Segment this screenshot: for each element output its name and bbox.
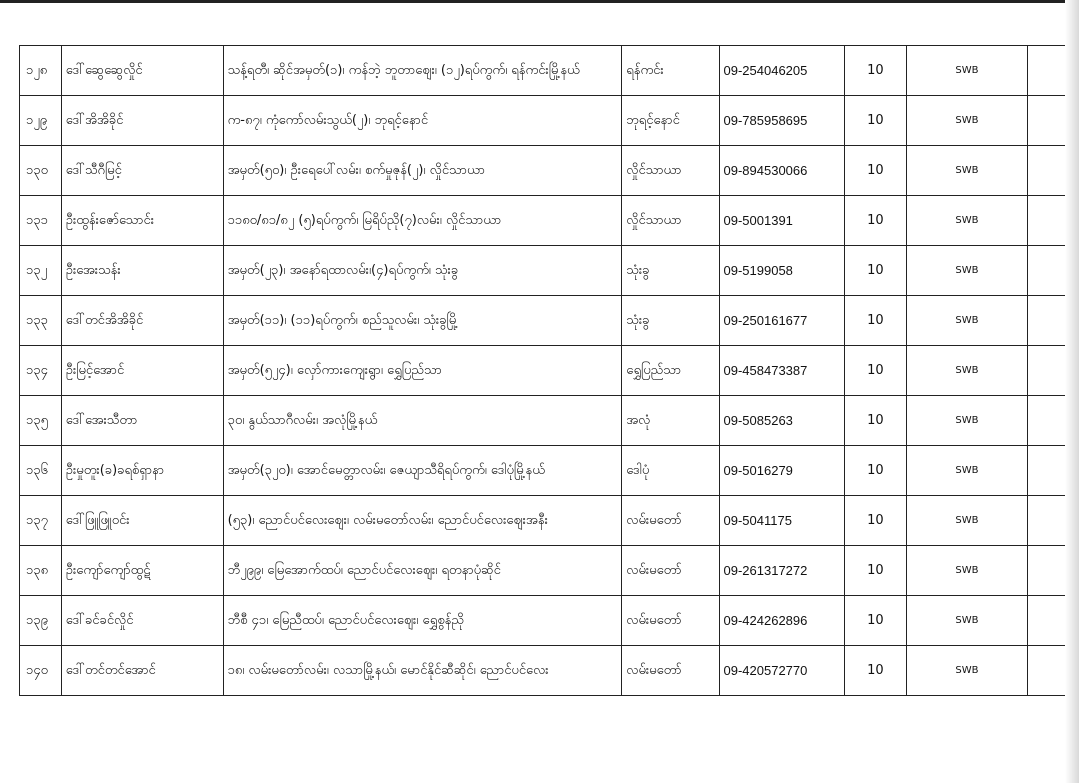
quantity-cell: 10 [844,46,906,96]
organization-code-cell: SWB [906,146,1027,196]
table-row [20,546,1079,596]
township-cell: လှိုင်သာယာ [622,196,719,246]
table-row [20,596,1079,646]
row-number-cell: ၁၂၈ [20,46,62,96]
address-cell: အမှတ်(၅၂၄)၊ လှော်ကားကျေးရွာ၊ ရွှေပြည်သာ [223,346,622,396]
quantity-cell: 10 [844,446,906,496]
phone-number-cell: 09-254046205 [719,46,844,96]
distribution-table [19,45,1079,696]
township-cell: လမ်းမတော် [622,646,719,696]
table-row [20,446,1079,496]
organization-code-cell: SWB [906,546,1027,596]
address-cell: အမှတ်(၁၁)၊ (၁၁)ရပ်ကွက်၊ စည်သူလမ်း၊ သုံးခွမြို့ [223,296,622,346]
organization-code-cell: SWB [906,96,1027,146]
phone-number-cell: 09-5001391 [719,196,844,246]
row-number-cell: ၁၃၆ [20,446,62,496]
phone-number-cell: 09-785958695 [719,96,844,146]
person-name-cell: ဦးထွန်းဇော်သောင်း [61,196,223,246]
township-cell: သုံးခွ [622,246,719,296]
address-cell: ဘီ၂၉၉၊ မြေအောက်ထပ်၊ ညောင်ပင်လေးဈေး၊ ရတနာပုံဆိုင် [223,546,622,596]
address-cell: အမှတ်(၂၃)၊ အနော်ရထာလမ်း၊(၄)ရပ်ကွက်၊ သုံးခွ [223,246,622,296]
address-cell: (၅၃)၊ ညောင်ပင်လေးဈေး၊ လမ်းမတော်လမ်း၊ ညောင်ပင်လေးဈေးအနီး [223,496,622,546]
quantity-cell: 10 [844,246,906,296]
township-cell: သုံးခွ [622,296,719,346]
township-cell: ဒေါပုံ [622,446,719,496]
person-name-cell: ဒေါ်သီဂီမြင့် [61,146,223,196]
quantity-cell: 10 [844,296,906,346]
address-cell: သန့်ရတီ၊ ဆိုင်အမှတ်(၁)၊ ကန်ဘဲ့ ဘူတာဈေး၊ (၁၂)ရပ်ကွက်၊ ရန်ကင်းမြို့နယ် [223,46,622,96]
phone-number-cell: 09-261317272 [719,546,844,596]
organization-code-cell: SWB [906,446,1027,496]
row-number-cell: ၁၄၀ [20,646,62,696]
table-row [20,96,1079,146]
township-cell: လမ်းမတော် [622,546,719,596]
address-cell: အမှတ်(၃၂၀)၊ အောင်မေတ္တာလမ်း၊ ဇေယျာသီရိရပ်ကွက်၊ ဒေါပုံမြို့နယ် [223,446,622,496]
row-number-cell: ၁၃၇ [20,496,62,546]
row-number-cell: ၁၂၉ [20,96,62,146]
person-name-cell: ဦးကျော်ကျော်ထွဋ် [61,546,223,596]
phone-number-cell: 09-458473387 [719,346,844,396]
table-row [20,346,1079,396]
person-name-cell: ဒေါ်အိအိခိုင် [61,96,223,146]
table-row [20,396,1079,446]
address-cell: က-၈၇၊ ကုံကော်လမ်းသွယ်(၂)၊ ဘုရင့်နောင် [223,96,622,146]
table-body [20,46,1079,696]
quantity-cell: 10 [844,196,906,246]
organization-code-cell: SWB [906,346,1027,396]
phone-number-cell: 09-5199058 [719,246,844,296]
organization-code-cell: SWB [906,396,1027,446]
quantity-cell: 10 [844,346,906,396]
person-name-cell: ဒေါ်အေးသီတာ [61,396,223,446]
phone-number-cell: 09-5041175 [719,496,844,546]
quantity-cell: 10 [844,596,906,646]
township-cell: လှိုင်သာယာ [622,146,719,196]
table-row [20,46,1079,96]
organization-code-cell: SWB [906,246,1027,296]
person-name-cell: ဒေါ်ဆွေဆွေလှိုင် [61,46,223,96]
phone-number-cell: 09-5085263 [719,396,844,446]
table-row [20,496,1079,546]
row-number-cell: ၁၃၃ [20,296,62,346]
organization-code-cell: SWB [906,596,1027,646]
table-row [20,196,1079,246]
table-row [20,296,1079,346]
quantity-cell: 10 [844,396,906,446]
address-cell: ဘီစီ ၄၁၊ မြေညီထပ်၊ ညောင်ပင်လေးဈေး၊ ရွှေစွန်ညို [223,596,622,646]
row-number-cell: ၁၃၄ [20,346,62,396]
row-number-cell: ၁၃၈ [20,546,62,596]
person-name-cell: ဒေါ်တင်တင်အောင် [61,646,223,696]
person-name-cell: ဒေါ်တင်အိအိခိုင် [61,296,223,346]
address-cell: ၁၁၈၀/၈၁/၈၂ (၅)ရပ်ကွက်၊ မြရိပ်ညို(၇)လမ်း၊ လှိုင်သာယာ [223,196,622,246]
person-name-cell: ဦးမြင့်အောင် [61,346,223,396]
quantity-cell: 10 [844,546,906,596]
township-cell: လမ်းမတော် [622,496,719,546]
person-name-cell: ဦးမှုတူး(ခ)ခရစ်ရှာနာ [61,446,223,496]
phone-number-cell: 09-5016279 [719,446,844,496]
phone-number-cell: 09-420572770 [719,646,844,696]
township-cell: ဘုရင့်နောင် [622,96,719,146]
row-number-cell: ၁၃၁ [20,196,62,246]
township-cell: လမ်းမတော် [622,596,719,646]
quantity-cell: 10 [844,146,906,196]
person-name-cell: ဦးအေးသန်း [61,246,223,296]
organization-code-cell: SWB [906,196,1027,246]
quantity-cell: 10 [844,646,906,696]
table-row [20,246,1079,296]
table-row [20,646,1079,696]
address-cell: ၃၀၊ နွယ်သာဂီလမ်း၊ အလုံမြို့နယ် [223,396,622,446]
township-cell: ရန်ကင်း [622,46,719,96]
organization-code-cell: SWB [906,46,1027,96]
row-number-cell: ၁၃၅ [20,396,62,446]
quantity-cell: 10 [844,96,906,146]
township-cell: အလုံ [622,396,719,446]
row-number-cell: ၁၃၀ [20,146,62,196]
township-cell: ရွှေပြည်သာ [622,346,719,396]
address-cell: အမှတ်(၅၀)၊ ဦးရေပေါ်လမ်း၊ စက်မှုဇုန်(၂)၊ လှိုင်သာယာ [223,146,622,196]
person-name-cell: ဒေါ်ခင်ခင်လှိုင် [61,596,223,646]
top-edge-line [0,0,1079,3]
phone-number-cell: 09-424262896 [719,596,844,646]
table-row [20,146,1079,196]
address-cell: ၁၈၊ လမ်းမတော်လမ်း၊ လသာမြို့နယ်၊ မောင်နိုင်ဆီဆိုင်၊ ညောင်ပင်လေး [223,646,622,696]
phone-number-cell: 09-894530066 [719,146,844,196]
organization-code-cell: SWB [906,496,1027,546]
row-number-cell: ၁၃၂ [20,246,62,296]
row-number-cell: ၁၃၉ [20,596,62,646]
organization-code-cell: SWB [906,646,1027,696]
organization-code-cell: SWB [906,296,1027,346]
quantity-cell: 10 [844,496,906,546]
person-name-cell: ဒေါ်ဖြူဖြူဝင်း [61,496,223,546]
phone-number-cell: 09-250161677 [719,296,844,346]
page-edge-shadow [1065,0,1079,783]
